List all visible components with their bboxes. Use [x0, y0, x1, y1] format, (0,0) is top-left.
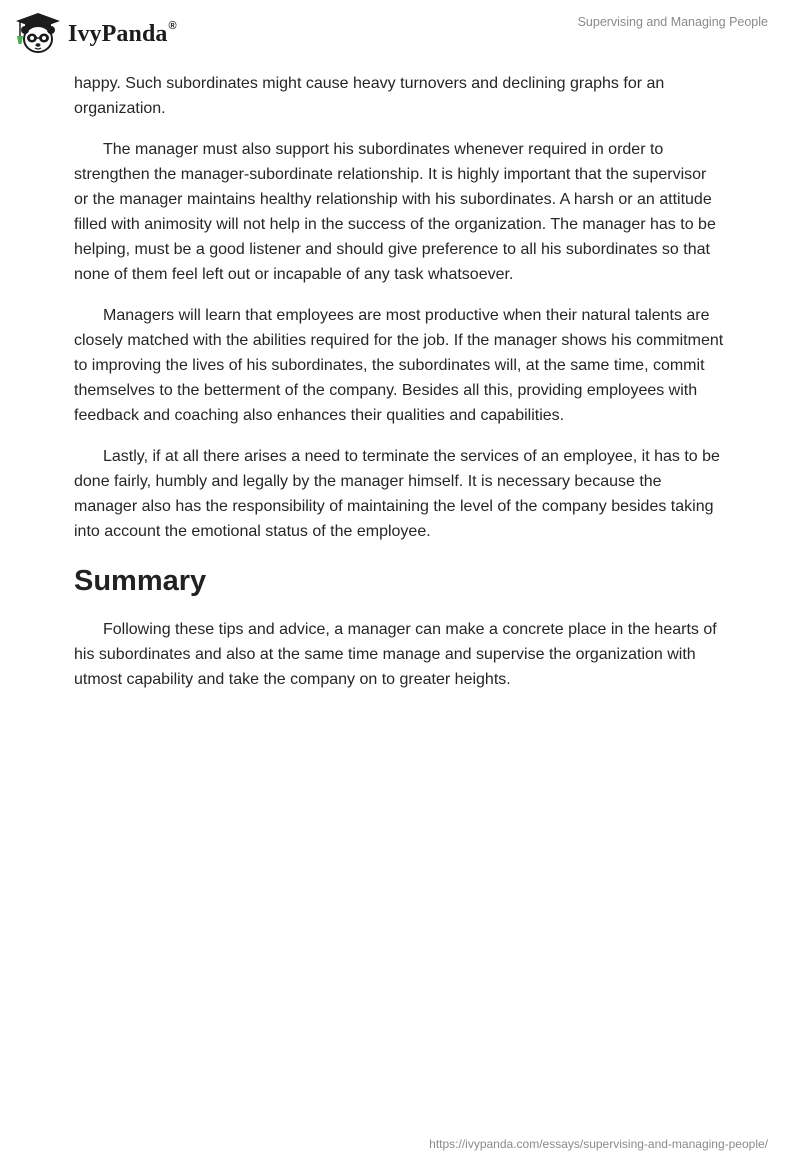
paragraph: Lastly, if at all there arises a need to terminate the services of an employee, it has to be done fairly, humbly and legally by the manager himself. It is necessary because the manager also has the responsibility of maintaining the level of the company besides taking into account the emotional status of the employee. — [74, 448, 720, 540]
source-url[interactable]: https://ivypanda.com/essays/supervising-and-managing-people/ — [429, 1137, 768, 1151]
paragraph: The manager must also support his subordinates whenever required in order to strengthen the manager-subordinate relationship. It is highly important that the supervisor or the manager maintains healthy relationship with his subordinates. A harsh or an attitude filled with animosity will not help in the success of the organization. The manager has to be helping, must be a good listener and should give preference to all his subordinates so that none of them feel left out or incapable of any task whatsoever. — [74, 141, 716, 283]
paragraph-continuation: happy. Such subordinates might cause heavy turnovers and declining graphs for an organization. — [74, 75, 665, 117]
registered-mark: ® — [168, 19, 177, 32]
brand-logo[interactable] — [14, 8, 177, 58]
essay-content — [74, 71, 724, 708]
summary-heading: Summary — [74, 565, 207, 597]
running-title: Supervising and Managing People — [577, 15, 768, 29]
paragraph: Managers will learn that employees are most productive when their natural talents are closely matched with the abilities required for the job. If the manager shows his commitment to improving the lives of his subordinates, the subordinates will, at the same time, commit themselves to the betterment of the company. Besides all this, providing employees with feedback and coaching also enhances their qualities and capabilities. — [74, 307, 724, 424]
summary-paragraph: Following these tips and advice, a manager can make a concrete place in the hearts of his subordinates and also at the same time manage and supervise the organization with utmost capability and take the company on to greater heights. — [74, 621, 717, 688]
panda-graduate-icon — [14, 11, 62, 55]
page-header — [0, 0, 800, 66]
brand-name: IvyPanda® — [68, 19, 177, 47]
